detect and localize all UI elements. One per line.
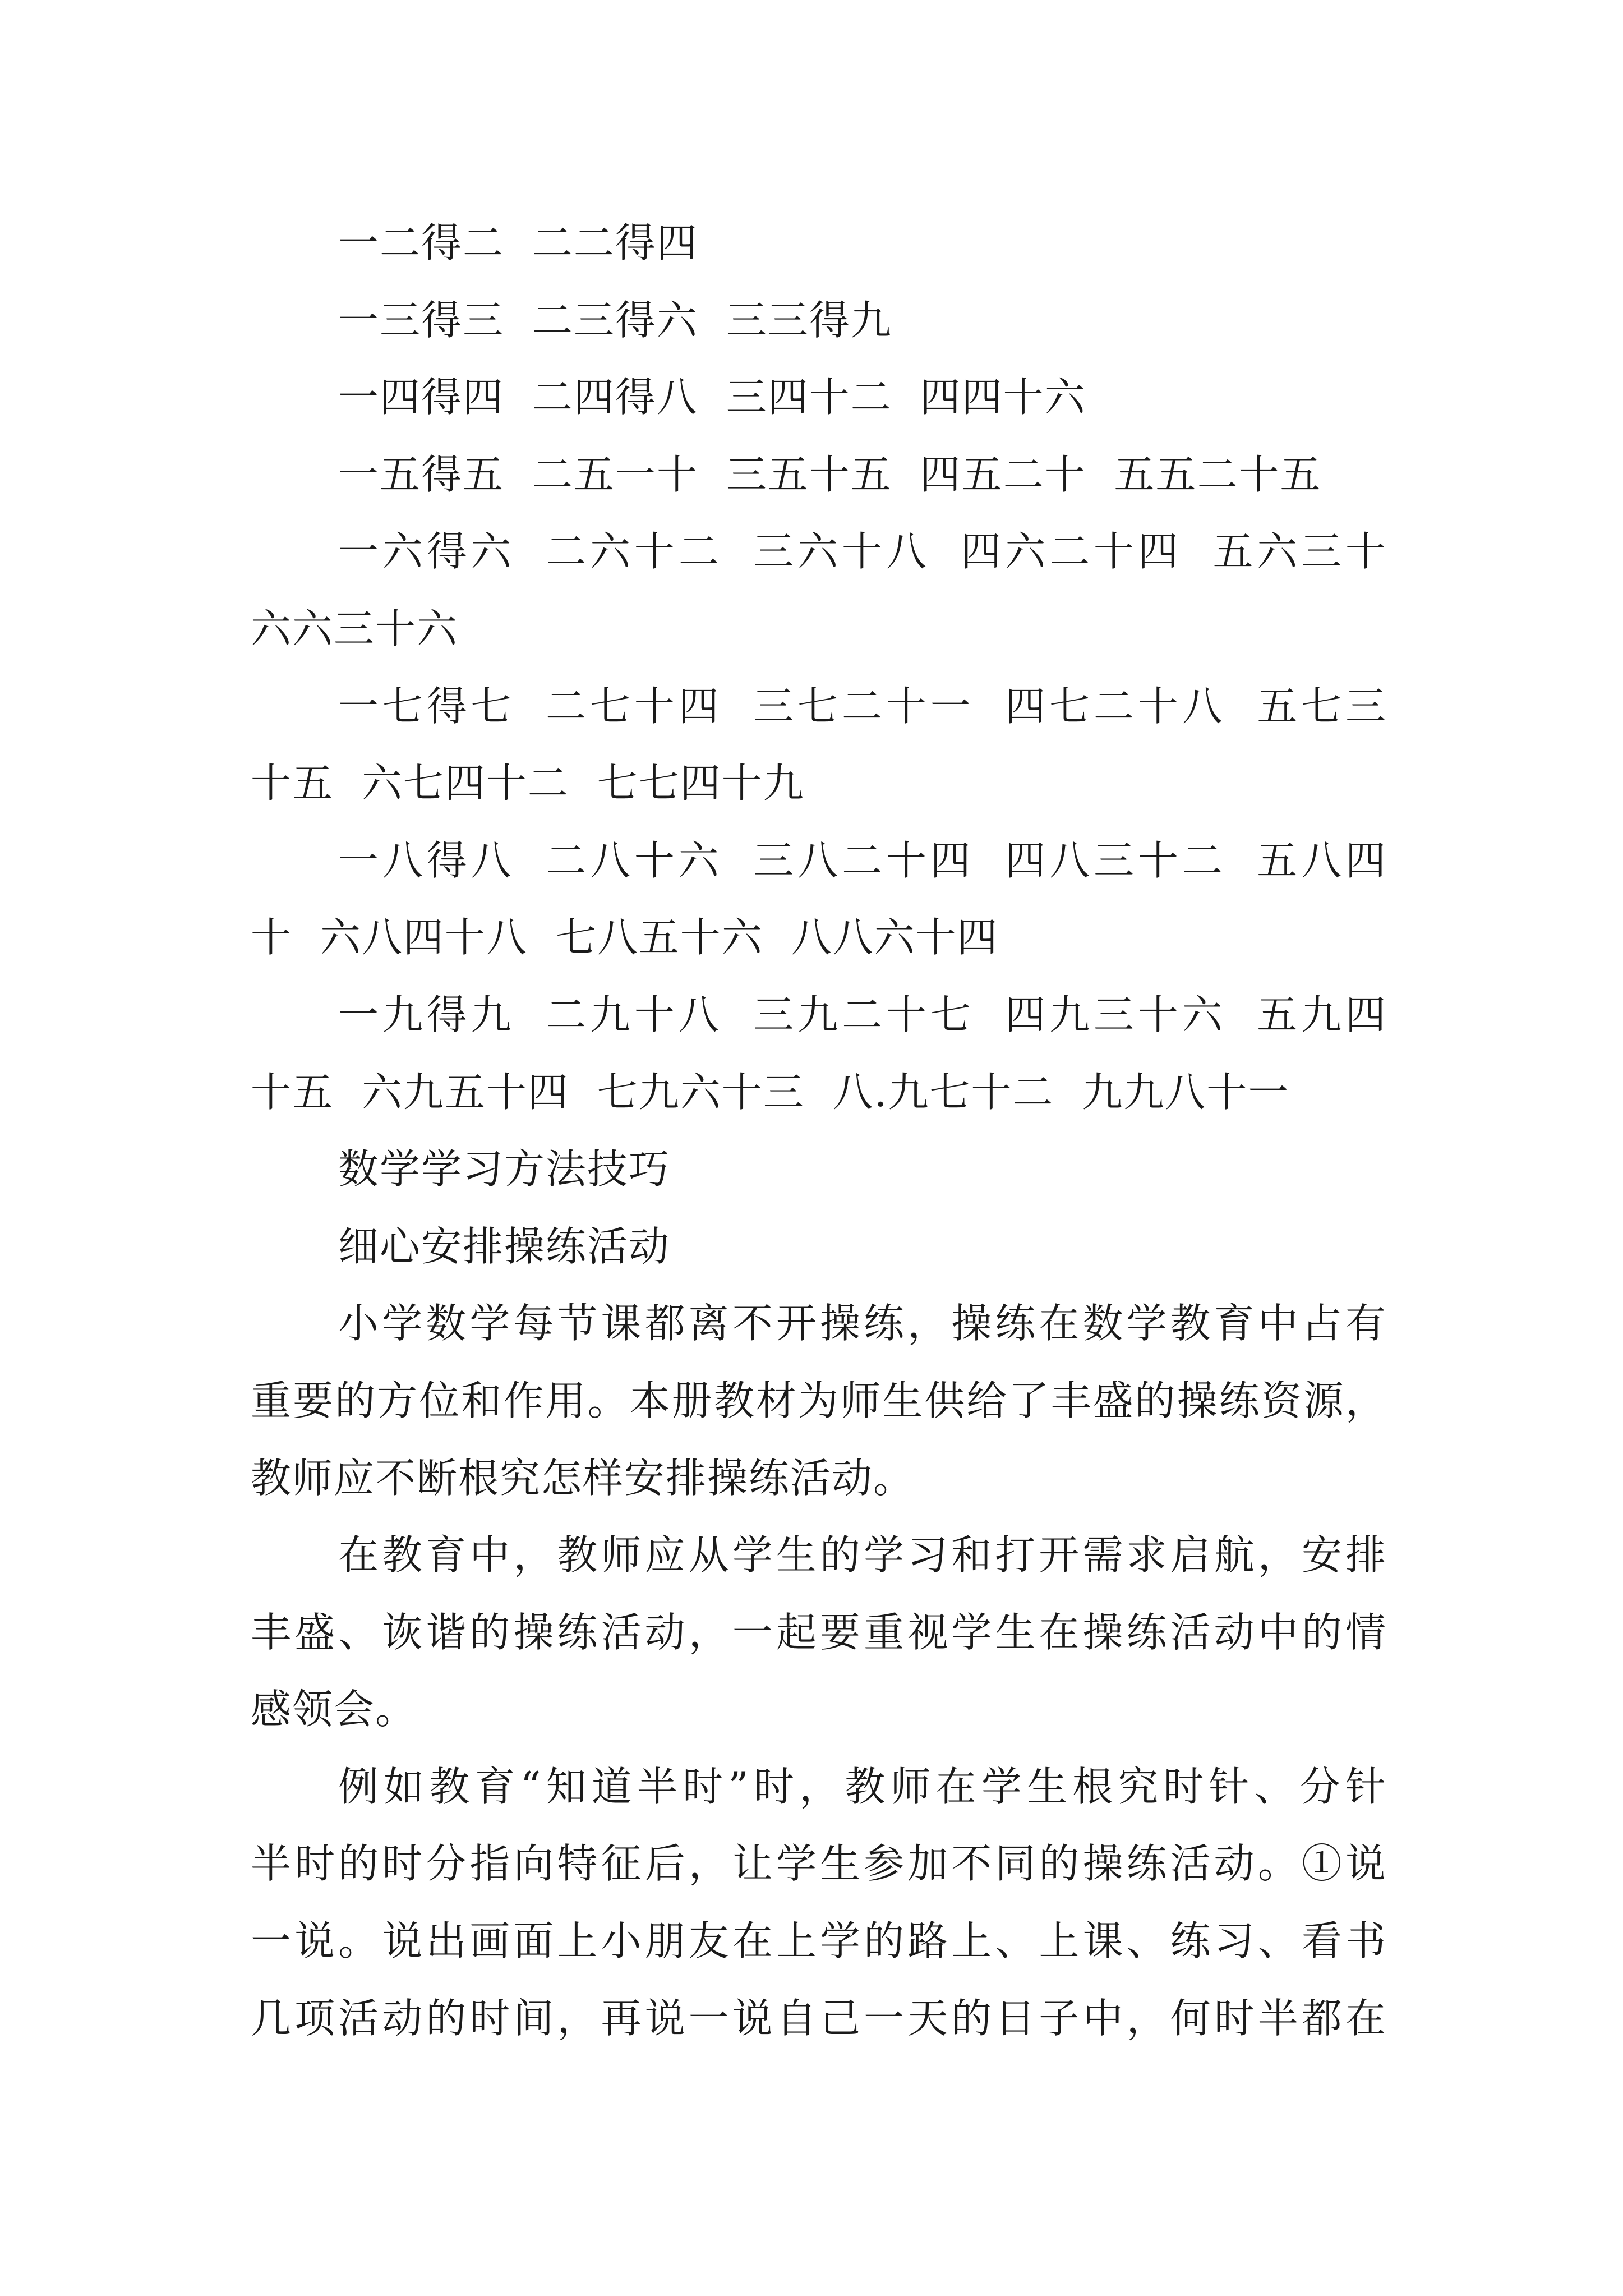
text-line: 十 六八四十八 七八五十六 八八六十四: [251, 914, 999, 961]
subsection-title: [251, 1208, 1387, 1286]
text-line: 小学数学每节课都离不开操练，操练在数学教育中占有: [338, 1300, 1387, 1347]
subsection-title-text: 细心安排操练活动: [338, 1222, 671, 1270]
text-line: 重要的方位和作用。本册教材为师生供给了丰盛的操练资源，: [251, 1377, 1387, 1424]
multiplication-row-8: [251, 822, 1387, 977]
multiplication-row-3: [251, 282, 1387, 360]
text-line: 感领会。: [251, 1686, 417, 1733]
text-line: 一八得八 二八十六 三八二十四 四八三十二 五八四: [338, 836, 1387, 884]
body-paragraph-3: [251, 1749, 1387, 2057]
multiplication-row-9: [251, 977, 1387, 1131]
body-paragraph-1: [251, 1285, 1387, 1517]
multiplication-row-6: [251, 513, 1387, 668]
text-line: 半时的时分指向特征后，让学生参加不同的操练活动。①说: [251, 1840, 1387, 1888]
text-line: 十五 六七四十二 七七四十九: [251, 760, 805, 807]
multiplication-row-5: [251, 436, 1387, 514]
text-line: 六六三十六: [251, 605, 459, 652]
text-line: 例如教育“知道半时”时，教师在学生根究时针、分针: [338, 1763, 1387, 1810]
section-title: [251, 1131, 1387, 1208]
document-page: [251, 205, 1387, 2057]
text-line: 丰盛、诙谐的操练活动，一起要重视学生在操练活动中的情: [251, 1608, 1387, 1656]
multiplication-row-7: [251, 668, 1387, 822]
multiplication-row-4: [251, 359, 1387, 436]
text-line: 几项活动的时间，再说一说自己一天的日子中，何时半都在: [251, 1994, 1387, 2042]
text-line: 一三得三 二三得六 三三得九: [338, 296, 892, 344]
text-line: 在教育中，教师应从学生的学习和打开需求启航，安排: [338, 1531, 1387, 1579]
text-line: 一六得六 二六十二 三六十八 四六二十四 五六三十: [338, 528, 1387, 576]
text-line: 一说。说出画面上小朋友在上学的路上、上课、练习、看书: [251, 1917, 1387, 1965]
multiplication-row-2: [251, 205, 1387, 282]
text-line: 一五得五 二五一十 三五十五 四五二十 五五二十五: [338, 450, 1322, 498]
text-line: 一四得四 二四得八 三四十二 四四十六: [338, 374, 1086, 421]
text-line: 一九得九 二九十八 三九二十七 四九三十六 五九四: [338, 991, 1387, 1038]
body-paragraph-2: [251, 1517, 1387, 1749]
text-line: 一二得二 二二得四: [338, 219, 698, 266]
text-line: 教师应不断根究怎样安排操练活动。: [251, 1454, 915, 1502]
text-line: 十五 六九五十四 七九六十三 八.九七十二 九九八十一: [251, 1068, 1290, 1116]
section-title-text: 数学学习方法技巧: [338, 1145, 671, 1193]
text-line: 一七得七 二七十四 三七二十一 四七二十八 五七三: [338, 682, 1387, 730]
